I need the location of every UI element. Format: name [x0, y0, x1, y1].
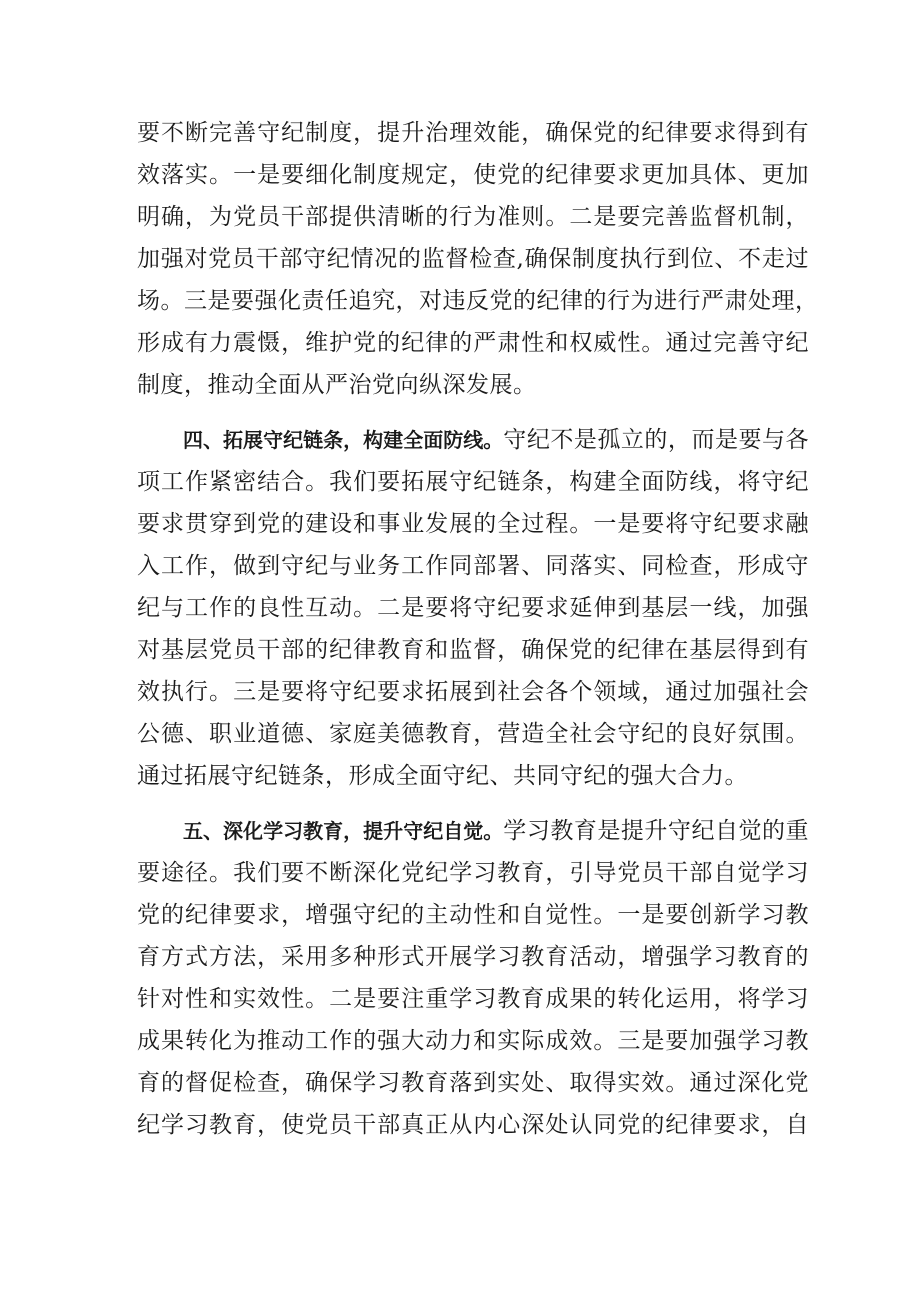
text-line: 明确，为党员干部提供清晰的行为准则。二是要完善监督机制，	[137, 204, 809, 230]
section-4-first-line	[183, 420, 809, 460]
text-line: 要不断完善守纪制度，提升治理效能，确保党的纪律要求得到有	[137, 120, 809, 146]
text-line: 加强对党员干部守纪情况的监督检查,确保制度执行到位、不走过	[137, 246, 809, 272]
text-line: 纪学习教育，使党员干部真正从内心深处认同党的纪律要求，自	[137, 1112, 809, 1138]
text-line: 针对性和实效性。二是要注重学习教育成果的转化运用，将学习	[137, 986, 809, 1012]
text-line: 入工作，做到守纪与业务工作同部署、同落实、同检查，形成守	[137, 553, 809, 579]
section-5-lead-text: 学习教育是提升守纪自觉的重	[503, 818, 810, 844]
text-line: 制度，推动全面从严治党向纵深发展。	[137, 372, 537, 398]
section-4-lead-text: 守纪不是孤立的，而是要与各	[503, 427, 810, 453]
text-line: 项工作紧密结合。我们要拓展守纪链条，构建全面防线，将守纪	[137, 469, 809, 495]
text-line: 场。三是要强化责任追究，对违反党的纪律的行为进行严肃处理，	[137, 288, 819, 314]
text-line: 成果转化为推动工作的强大动力和实际成效。三是要加强学习教	[137, 1028, 809, 1054]
text-line: 要求贯穿到党的建设和事业发展的全过程。一是要将守纪要求融	[137, 511, 809, 537]
text-line: 纪与工作的良性互动。二是要将守纪要求延伸到基层一线，加强	[137, 595, 809, 621]
text-line: 党的纪律要求，增强守纪的主动性和自觉性。一是要创新学习教	[137, 902, 809, 928]
text-line: 育的督促检查，确保学习教育落到实处、取得实效。通过深化党	[137, 1070, 809, 1096]
section-5-heading: 五、深化学习教育，提升守纪自觉。	[183, 819, 504, 843]
text-line: 对基层党员干部的纪律教育和监督，确保党的纪律在基层得到有	[137, 637, 809, 663]
text-line: 育方式方法，采用多种形式开展学习教育活动，增强学习教育的	[137, 944, 809, 970]
section-4-heading: 四、拓展守纪链条，构建全面防线。	[183, 428, 504, 452]
text-line: 形成有力震慑，维护党的纪律的严肃性和权威性。通过完善守纪	[137, 330, 809, 356]
text-line: 公德、职业道德、家庭美德教育，营造全社会守纪的良好氛围。	[137, 721, 809, 747]
text-line: 效落实。一是要细化制度规定，使党的纪律要求更加具体、更加	[137, 162, 809, 188]
text-line: 通过拓展守纪链条，形成全面守纪、共同守纪的强大合力。	[137, 763, 748, 789]
text-line: 要途径。我们要不断深化党纪学习教育，引导党员干部自觉学习	[137, 860, 809, 886]
section-5-first-line	[183, 811, 809, 851]
text-line: 效执行。三是要将守纪要求拓展到社会各个领域，通过加强社会	[137, 679, 809, 705]
